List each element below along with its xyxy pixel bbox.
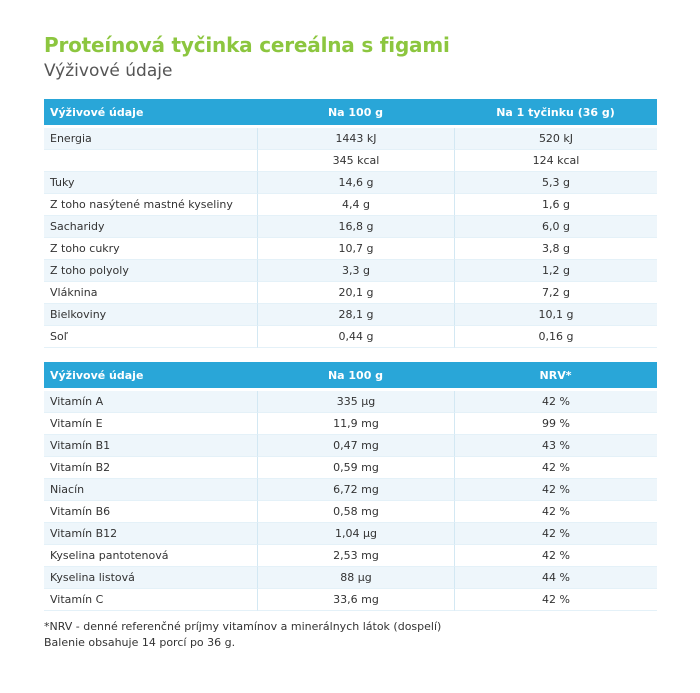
row-value: 33,6 mg bbox=[257, 589, 454, 611]
table-row bbox=[44, 413, 657, 435]
product-title: Proteínová tyčinka cereálna s figami bbox=[44, 33, 450, 57]
row-value: 124 kcal bbox=[454, 150, 657, 172]
row-label: Vitamín C bbox=[44, 589, 257, 611]
row-value: 335 µg bbox=[257, 391, 454, 413]
row-label: Energia bbox=[44, 128, 257, 150]
row-value: 42 % bbox=[454, 523, 657, 545]
row-value: 520 kJ bbox=[454, 128, 657, 150]
package-note: Balenie obsahuje 14 porcí po 36 g. bbox=[44, 636, 236, 649]
column-header: Na 100 g bbox=[257, 362, 454, 391]
row-label: Vitamín B2 bbox=[44, 457, 257, 479]
table-row bbox=[44, 391, 657, 413]
row-label: Bielkoviny bbox=[44, 304, 257, 326]
row-label: Vitamín B12 bbox=[44, 523, 257, 545]
column-header: Na 100 g bbox=[257, 99, 454, 128]
table-row bbox=[44, 304, 657, 326]
vitamins-table bbox=[44, 362, 657, 611]
row-value: 43 % bbox=[454, 435, 657, 457]
row-value: 0,59 mg bbox=[257, 457, 454, 479]
row-value: 42 % bbox=[454, 589, 657, 611]
row-value: 6,72 mg bbox=[257, 479, 454, 501]
column-header: Výživové údaje bbox=[44, 362, 257, 391]
nrv-footnote: *NRV - denné referenčné príjmy vitamínov a minerálnych látok (dospelí) bbox=[44, 620, 442, 633]
page-subtitle: Výživové údaje bbox=[44, 61, 173, 81]
table-row bbox=[44, 501, 657, 523]
row-value: 88 µg bbox=[257, 567, 454, 589]
row-label: Z toho cukry bbox=[44, 238, 257, 260]
table-row bbox=[44, 523, 657, 545]
table-row bbox=[44, 545, 657, 567]
row-value: 99 % bbox=[454, 413, 657, 435]
row-value: 5,3 g bbox=[454, 172, 657, 194]
table-row bbox=[44, 282, 657, 304]
row-label: Vitamín E bbox=[44, 413, 257, 435]
row-value: 14,6 g bbox=[257, 172, 454, 194]
row-value: 0,47 mg bbox=[257, 435, 454, 457]
row-value: 20,1 g bbox=[257, 282, 454, 304]
row-label: Sacharidy bbox=[44, 216, 257, 238]
table-row bbox=[44, 128, 657, 150]
table-row bbox=[44, 479, 657, 501]
row-label: Niacín bbox=[44, 479, 257, 501]
table-row bbox=[44, 435, 657, 457]
row-label: Kyselina pantotenová bbox=[44, 545, 257, 567]
row-value: 28,1 g bbox=[257, 304, 454, 326]
row-value: 1,6 g bbox=[454, 194, 657, 216]
row-label: Kyselina listová bbox=[44, 567, 257, 589]
row-value: 11,9 mg bbox=[257, 413, 454, 435]
table-header-row bbox=[44, 99, 657, 128]
row-value: 0,58 mg bbox=[257, 501, 454, 523]
footnote bbox=[44, 619, 441, 651]
row-value: 42 % bbox=[454, 391, 657, 413]
row-value: 10,1 g bbox=[454, 304, 657, 326]
table-row bbox=[44, 172, 657, 194]
row-value: 42 % bbox=[454, 501, 657, 523]
row-value: 1443 kJ bbox=[257, 128, 454, 150]
row-label: Tuky bbox=[44, 172, 257, 194]
row-value: 42 % bbox=[454, 457, 657, 479]
column-header: Výživové údaje bbox=[44, 99, 257, 128]
table-row bbox=[44, 589, 657, 611]
row-value: 1,2 g bbox=[454, 260, 657, 282]
table-row bbox=[44, 260, 657, 282]
nutrition-table bbox=[44, 99, 657, 348]
column-header: NRV* bbox=[454, 362, 657, 391]
table-row bbox=[44, 238, 657, 260]
row-value: 2,53 mg bbox=[257, 545, 454, 567]
table-row bbox=[44, 457, 657, 479]
row-label: Z toho polyoly bbox=[44, 260, 257, 282]
table-header-row bbox=[44, 362, 657, 391]
row-label: Vitamín B1 bbox=[44, 435, 257, 457]
row-label: Vitamín A bbox=[44, 391, 257, 413]
row-value: 42 % bbox=[454, 545, 657, 567]
table-row bbox=[44, 150, 657, 172]
row-value: 10,7 g bbox=[257, 238, 454, 260]
row-value: 16,8 g bbox=[257, 216, 454, 238]
row-value: 7,2 g bbox=[454, 282, 657, 304]
row-label bbox=[44, 150, 257, 172]
row-value: 6,0 g bbox=[454, 216, 657, 238]
row-value: 345 kcal bbox=[257, 150, 454, 172]
row-value: 3,3 g bbox=[257, 260, 454, 282]
table-row bbox=[44, 567, 657, 589]
row-value: 0,16 g bbox=[454, 326, 657, 348]
column-header: Na 1 tyčinku (36 g) bbox=[454, 99, 657, 128]
row-value: 44 % bbox=[454, 567, 657, 589]
row-value: 0,44 g bbox=[257, 326, 454, 348]
row-value: 3,8 g bbox=[454, 238, 657, 260]
row-label: Soľ bbox=[44, 326, 257, 348]
table-row bbox=[44, 216, 657, 238]
row-label: Vláknina bbox=[44, 282, 257, 304]
row-value: 4,4 g bbox=[257, 194, 454, 216]
table-row bbox=[44, 326, 657, 348]
row-label: Z toho nasýtené mastné kyseliny bbox=[44, 194, 257, 216]
row-value: 42 % bbox=[454, 479, 657, 501]
row-label: Vitamín B6 bbox=[44, 501, 257, 523]
table-row bbox=[44, 194, 657, 216]
row-value: 1,04 µg bbox=[257, 523, 454, 545]
